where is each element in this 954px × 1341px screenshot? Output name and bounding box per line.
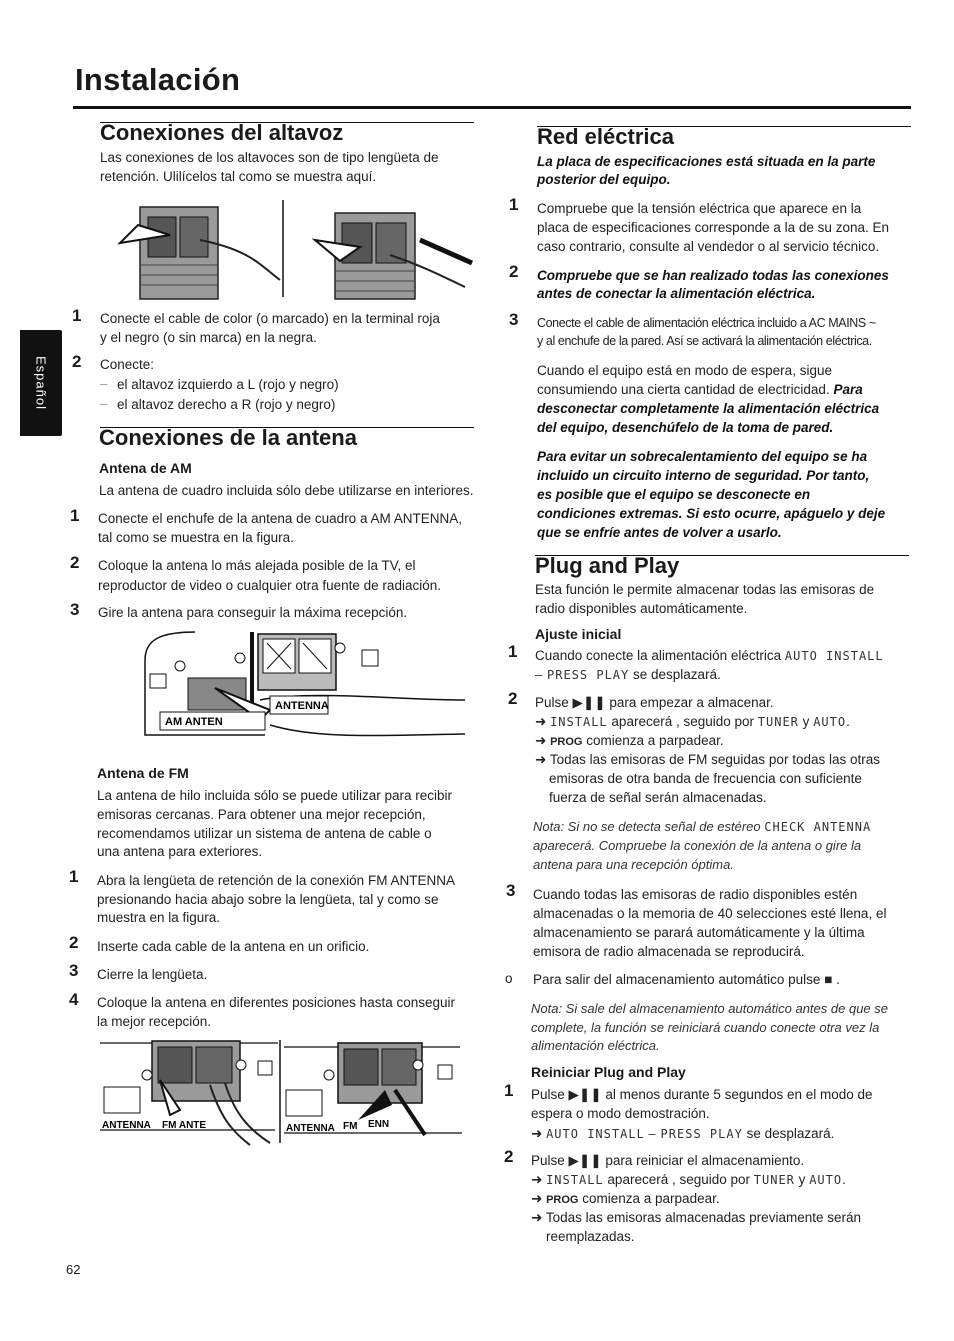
text: Conecte:: [100, 357, 155, 372]
text: aparecerá , seguido por: [611, 714, 755, 729]
text: para empezar a almacenar.: [609, 695, 774, 710]
lcd-text: TUNER: [757, 715, 799, 729]
step-number: 1: [69, 867, 79, 886]
text: consumiendo una cierta cantidad de electricidad.: [537, 382, 830, 397]
text: [535, 712, 850, 732]
fm-antenna-label: FM ANTE: [162, 1120, 207, 1131]
text: Esta función le permite almacenar todas las emisoras de: [535, 582, 875, 597]
lcd-text: PRESS PLAY: [547, 668, 630, 682]
text: [535, 731, 724, 752]
step-number: 4: [69, 990, 79, 1009]
am-antenna-figure: [140, 630, 470, 745]
text: [535, 665, 721, 685]
lcd-text: AUTO: [813, 715, 847, 729]
text: Todas las emisoras de FM seguidas por todas las otras: [549, 752, 880, 767]
text: Abra la lengüeta de retención de la conexión FM ANTENNA: [97, 873, 455, 888]
text: [531, 1151, 804, 1170]
play-pause-icon: ▶❚❚: [568, 1087, 602, 1102]
text: radio disponibles automáticamente.: [535, 601, 748, 616]
text: Pulse: [535, 695, 569, 710]
step-number: 2: [70, 553, 80, 572]
text: retención. Ulilícelos tal como se muestra aquí.: [100, 169, 377, 184]
text: .: [846, 714, 850, 729]
warning-text: incluido un circuito interno de seguridad. Por tanto,: [537, 468, 870, 483]
note: complete, la función se reiniciará cuando conecte otra vez la: [531, 1020, 880, 1035]
language-tab: [20, 330, 62, 436]
bullet: o: [505, 971, 513, 986]
text: recomendamos utilizar un sistema de antena de cable o: [97, 826, 432, 841]
text: aparecerá , seguido por: [607, 1172, 751, 1187]
text: espera o modo demostración.: [531, 1106, 710, 1121]
warning-text: es posible que el equipo se desconecte en: [537, 487, 811, 502]
text: posterior del equipo.: [537, 172, 671, 187]
speaker-terminal-left: [120, 207, 280, 299]
text: y el negro (o sin marca) en la negra.: [100, 330, 317, 345]
text: [531, 1189, 720, 1210]
text: Para salir del almacenamiento automático pulse: [533, 972, 821, 987]
heading-altavoz: Conexiones del altavoz: [100, 120, 344, 145]
text: [531, 1208, 861, 1227]
text: almacenamiento se parará automáticamente y la última: [533, 925, 865, 940]
text: Todas las emisoras almacenadas previamente serán: [545, 1210, 861, 1225]
text: Coloque la antena en diferentes posiciones hasta conseguir: [97, 995, 455, 1010]
dash-bullet: –: [100, 396, 108, 411]
text: Pulse: [531, 1087, 565, 1102]
page-number: 62: [66, 1262, 81, 1277]
note: alimentación eléctrica.: [531, 1038, 660, 1053]
step-number: 2: [72, 352, 82, 371]
step-number: 3: [506, 881, 516, 900]
fm-label: ENN: [368, 1119, 390, 1130]
note: Nota: Si sale del almacenamiento automático antes de que se: [531, 1001, 888, 1016]
text: antes de conectar la alimentación eléctrica.: [537, 286, 816, 301]
lcd-text: TUNER: [753, 1173, 795, 1187]
text: para reiniciar el almacenamiento.: [605, 1153, 805, 1168]
fm-label: FM: [343, 1121, 358, 1132]
text: se desplazará.: [633, 667, 721, 682]
text: y: [802, 714, 810, 729]
step-number: 2: [69, 933, 79, 952]
heading-antena: Conexiones de la antena: [99, 425, 357, 450]
text: desconectar completamente la alimentación eléctrica: [537, 401, 880, 416]
text: [535, 750, 880, 769]
step-number: 3: [509, 310, 519, 329]
am-antenna-label: AM ANTEN: [165, 716, 223, 728]
text: se desplazará.: [746, 1126, 835, 1141]
text: Compruebe que la tensión eléctrica que aparece en la: [537, 201, 862, 216]
heading-reiniciar: Reiniciar Plug and Play: [531, 1064, 686, 1080]
text: [535, 693, 774, 712]
fm-terminal-open: [100, 1041, 278, 1145]
warning-text: condiciones extremas. Si esto ocurre, apáguelo y deje: [537, 506, 886, 521]
step-number: 1: [508, 642, 518, 661]
text: fuerza de señal serán almacenadas.: [549, 790, 767, 805]
text: [537, 380, 863, 399]
text: presionando hacia abajo sobre la lengüeta, tal y como se: [97, 892, 439, 907]
text: La antena de cuadro incluida sólo debe utilizarse en interiores.: [99, 483, 474, 498]
text: Nota: Si no se detecta señal de estéreo: [533, 819, 761, 834]
warning-text: Para evitar un sobrecalentamiento del equipo se ha: [537, 449, 868, 464]
text: Gire la antena para conseguir la máxima recepción.: [98, 605, 408, 620]
play-pause-icon: ▶❚❚: [572, 695, 606, 710]
arrow-icon: ➜: [535, 752, 547, 767]
step-number: 1: [504, 1081, 514, 1100]
antenna-label: ANTENNA: [275, 700, 329, 712]
text: muestra en la figura.: [97, 910, 221, 925]
lcd-text: INSTALL: [550, 715, 608, 729]
stop-icon: ■: [824, 972, 833, 987]
dash-bullet: –: [100, 376, 108, 391]
heading-red: Red eléctrica: [537, 124, 674, 149]
note: antena para una recepción óptima.: [533, 857, 734, 872]
text: [531, 1124, 834, 1144]
text: emisoras cercanas. Para obtener una mejor recepción,: [97, 807, 426, 822]
text: Para: [833, 382, 863, 397]
lcd-text: CHECK ANTENNA: [764, 820, 872, 834]
step-number: 1: [509, 195, 519, 214]
text: .: [842, 1172, 846, 1187]
arrow-icon: ➜: [531, 1191, 543, 1206]
step-number: 2: [509, 262, 519, 281]
prog-label: PROG: [550, 736, 583, 748]
text: al menos durante 5 segundos en el modo de: [605, 1087, 873, 1102]
text: reproductor de video o cualquier otra fuente de radiación.: [98, 578, 441, 593]
text: Conecte el cable de alimentación eléctrica incluido a AC MAINS ~: [537, 316, 876, 330]
heading-ajuste-inicial: Ajuste inicial: [535, 626, 622, 642]
text: Conecte el enchufe de la antena de cuadro a AM ANTENNA,: [98, 511, 462, 526]
step-number: 3: [69, 961, 79, 980]
text: caso contrario, consulte al vendedor o al servicio técnico.: [537, 239, 880, 254]
step-number: 3: [70, 600, 80, 619]
lcd-text: INSTALL: [546, 1173, 604, 1187]
text: placa de especificaciones corresponde a la de su zona. En: [537, 220, 889, 235]
text: [531, 1085, 873, 1104]
text: del equipo, desenchúfelo de la toma de pared.: [537, 420, 834, 435]
step-number: 2: [504, 1147, 514, 1166]
text: Cuando todas las emisoras de radio disponibles estén: [533, 887, 858, 902]
text: Inserte cada cable de la antena en un orificio.: [97, 939, 370, 954]
lcd-text: AUTO INSTALL: [784, 649, 884, 663]
note: aparecerá. Compruebe la conexión de la antena o gire la: [533, 838, 862, 853]
warning-text: que se enfríe antes de volver a usarlo.: [537, 525, 782, 540]
step-number: 2: [508, 689, 518, 708]
lcd-text: AUTO INSTALL: [546, 1127, 645, 1141]
arrow-icon: ➜: [531, 1172, 543, 1187]
text: La antena de hilo incluida sólo se puede utilizar para recibir: [97, 788, 452, 803]
heading-plug-and-play: Plug and Play: [535, 553, 680, 578]
language-tab-label: Español: [33, 356, 49, 410]
text: Conecte el cable de color (o marcado) en la terminal roja: [100, 311, 440, 326]
text: Coloque la antena lo más alejada posible de la TV, el: [98, 558, 416, 573]
arrow-icon: ➜: [531, 1210, 543, 1225]
speaker-connection-figure: [110, 195, 475, 305]
lcd-text: –: [535, 668, 544, 682]
fm-terminal-closed: [284, 1043, 462, 1135]
text: tal como se muestra en la figura.: [98, 530, 294, 545]
text: Cierre la lengüeta.: [97, 967, 208, 982]
arrow-icon: ➜: [535, 714, 547, 729]
lcd-text: PRESS PLAY: [660, 1127, 743, 1141]
page-title: Instalación: [75, 62, 241, 97]
prog-label: PROG: [546, 1194, 579, 1206]
heading-fm: Antena de FM: [97, 765, 189, 781]
arrow-icon: ➜: [531, 1126, 543, 1141]
lcd-text: –: [648, 1127, 657, 1141]
lcd-text: AUTO: [809, 1173, 843, 1187]
text: [533, 970, 840, 989]
antenna-label: ANTENNA: [102, 1120, 151, 1131]
text: el altavoz izquierdo a L (rojo y negro): [117, 377, 339, 392]
text: La placa de especificaciones está situada en la parte: [537, 154, 876, 169]
text: emisoras de otra banda de frecuencia con suficiente: [549, 771, 862, 786]
text: comienza a parpadear.: [586, 733, 724, 748]
text: Cuando el equipo está en modo de espera, sigue: [537, 363, 832, 378]
text: .: [836, 972, 840, 987]
text: reemplazadas.: [546, 1229, 635, 1244]
play-pause-icon: ▶❚❚: [568, 1153, 602, 1168]
speaker-terminal-right: [315, 213, 472, 299]
heading-am: Antena de AM: [99, 460, 192, 476]
text: comienza a parpadear.: [582, 1191, 720, 1206]
step-number: 1: [70, 506, 80, 525]
text: [535, 646, 884, 666]
note: [533, 817, 871, 837]
text: la mejor recepción.: [97, 1014, 212, 1029]
text: Las conexiones de los altavoces son de tipo lengüeta de: [100, 150, 439, 165]
arrow-icon: ➜: [535, 733, 547, 748]
antenna-label: ANTENNA: [286, 1123, 335, 1134]
title-rule: [73, 106, 911, 109]
text: Cuando conecte la alimentación eléctrica: [535, 648, 782, 663]
text: una antena para exteriores.: [97, 844, 263, 859]
text: emisora de radio almacenada se reproducirá.: [533, 944, 805, 959]
step-number: 1: [72, 306, 82, 325]
text: y al enchufe de la pared. Así se activará la alimentación eléctrica.: [537, 334, 872, 348]
text: y: [798, 1172, 806, 1187]
text: el altavoz derecho a R (rojo y negro): [117, 397, 336, 412]
text: Compruebe que se han realizado todas las conexiones: [537, 268, 889, 283]
text: [531, 1170, 846, 1190]
text: Pulse: [531, 1153, 565, 1168]
text: almacenadas o la memoria de 40 selecciones esté llena, el: [533, 906, 887, 921]
fm-antenna-figure: [100, 1035, 465, 1150]
